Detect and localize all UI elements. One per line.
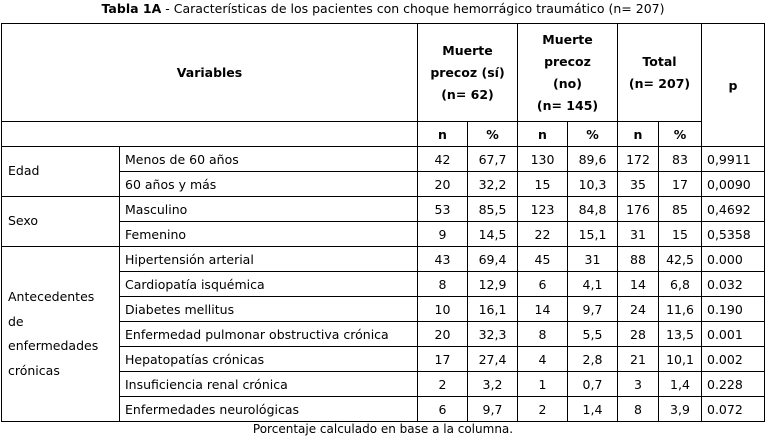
cell-n-total: 3 (618, 372, 659, 397)
cell-n-early-yes: 20 (418, 322, 468, 347)
cell-pct-early-yes: 32,3 (468, 322, 518, 347)
cell-pct-early-no: 15,1 (568, 222, 618, 247)
cell-pct-early-yes: 85,5 (468, 197, 518, 222)
cell-n-total: 35 (618, 172, 659, 197)
cell-n-early-no: 4 (518, 347, 568, 372)
table-row (2, 197, 765, 222)
row-label: Enfermedad pulmonar obstructiva crónica (120, 322, 418, 347)
header-group-early-death-yes: Muerte precoz (sí) (n= 62) (418, 24, 518, 122)
patients-table (1, 23, 765, 422)
header-p: p (702, 24, 765, 147)
cell-n-early-no: 130 (518, 147, 568, 172)
cell-pct-total: 17 (659, 172, 702, 197)
cell-n-early-yes: 8 (418, 272, 468, 297)
caption-label: Tabla 1A (101, 1, 162, 16)
cell-n-early-no: 6 (518, 272, 568, 297)
cell-pct-early-yes: 16,1 (468, 297, 518, 322)
cell-pct-early-no: 9,7 (568, 297, 618, 322)
cell-n-total: 31 (618, 222, 659, 247)
row-label: Masculino (120, 197, 418, 222)
cell-pct-total: 83 (659, 147, 702, 172)
header-blank (2, 122, 418, 147)
cell-n-early-yes: 2 (418, 372, 468, 397)
cell-pct-early-yes: 67,7 (468, 147, 518, 172)
table-row (2, 247, 765, 272)
cell-n-early-yes: 6 (418, 397, 468, 422)
cell-pct-total: 42,5 (659, 247, 702, 272)
cell-pct-early-yes: 69,4 (468, 247, 518, 272)
cell-pct-early-yes: 27,4 (468, 347, 518, 372)
cell-n-early-no: 45 (518, 247, 568, 272)
cell-n-total: 176 (618, 197, 659, 222)
cell-n-early-yes: 17 (418, 347, 468, 372)
cell-p-value: 0,4692 (702, 197, 765, 222)
cell-n-early-no: 15 (518, 172, 568, 197)
cell-pct-early-yes: 14,5 (468, 222, 518, 247)
cell-p-value: 0.001 (702, 322, 765, 347)
cell-n-total: 21 (618, 347, 659, 372)
header-n: n (418, 122, 468, 147)
cell-pct-total: 10,1 (659, 347, 702, 372)
header-n: n (618, 122, 659, 147)
cell-pct-total: 6,8 (659, 272, 702, 297)
header-pct: % (659, 122, 702, 147)
cell-p-value: 0,5358 (702, 222, 765, 247)
cell-pct-early-no: 89,6 (568, 147, 618, 172)
cell-pct-early-no: 2,8 (568, 347, 618, 372)
cell-pct-total: 3,9 (659, 397, 702, 422)
cell-p-value: 0.072 (702, 397, 765, 422)
group-label: Antecedentes de enfermedades crónicas (2, 247, 120, 422)
cell-n-early-yes: 10 (418, 297, 468, 322)
caption-text: - Características de los pacientes con choque hemorrágico traumático (n= 207) (161, 1, 665, 16)
cell-pct-early-no: 4,1 (568, 272, 618, 297)
row-label: Diabetes mellitus (120, 297, 418, 322)
cell-p-value: 0.228 (702, 372, 765, 397)
cell-pct-early-no: 1,4 (568, 397, 618, 422)
header-variables: Variables (2, 24, 418, 122)
row-label: Enfermedades neurológicas (120, 397, 418, 422)
header-group-early-death-no: Muerte precoz (no) (n= 145) (518, 24, 618, 122)
group-label: Sexo (2, 197, 120, 247)
cell-p-value: 0.000 (702, 247, 765, 272)
cell-n-total: 172 (618, 147, 659, 172)
cell-pct-early-no: 31 (568, 247, 618, 272)
cell-pct-early-no: 5,5 (568, 322, 618, 347)
cell-pct-early-no: 10,3 (568, 172, 618, 197)
row-label: Hipertensión arterial (120, 247, 418, 272)
header-n: n (518, 122, 568, 147)
group-label: Edad (2, 147, 120, 197)
cell-n-total: 14 (618, 272, 659, 297)
header-group-total: Total (n= 207) (618, 24, 702, 122)
cell-pct-early-no: 84,8 (568, 197, 618, 222)
row-label: Femenino (120, 222, 418, 247)
header-pct: % (468, 122, 518, 147)
cell-pct-total: 13,5 (659, 322, 702, 347)
cell-n-early-yes: 43 (418, 247, 468, 272)
cell-n-total: 24 (618, 297, 659, 322)
cell-n-total: 88 (618, 247, 659, 272)
cell-n-early-no: 14 (518, 297, 568, 322)
table-caption (0, 1, 766, 17)
cell-n-early-yes: 9 (418, 222, 468, 247)
cell-n-total: 8 (618, 397, 659, 422)
row-label: Hepatopatías crónicas (120, 347, 418, 372)
row-label: Insuficiencia renal crónica (120, 372, 418, 397)
header-pct: % (568, 122, 618, 147)
cell-n-early-no: 8 (518, 322, 568, 347)
cell-pct-total: 1,4 (659, 372, 702, 397)
cell-n-early-yes: 53 (418, 197, 468, 222)
row-label: 60 años y más (120, 172, 418, 197)
footnote: Porcentaje calculado en base a la columna. (252, 422, 514, 436)
cell-n-early-no: 123 (518, 197, 568, 222)
cell-p-value: 0,0090 (702, 172, 765, 197)
cell-p-value: 0.032 (702, 272, 765, 297)
cell-n-early-no: 2 (518, 397, 568, 422)
row-label: Cardiopatía isquémica (120, 272, 418, 297)
cell-n-total: 28 (618, 322, 659, 347)
table-body (2, 147, 765, 422)
cell-n-early-yes: 42 (418, 147, 468, 172)
cell-p-value: 0.002 (702, 347, 765, 372)
cell-pct-early-yes: 12,9 (468, 272, 518, 297)
cell-pct-early-no: 0,7 (568, 372, 618, 397)
cell-pct-total: 11,6 (659, 297, 702, 322)
cell-p-value: 0,9911 (702, 147, 765, 172)
cell-pct-total: 85 (659, 197, 702, 222)
cell-n-early-no: 22 (518, 222, 568, 247)
cell-pct-early-yes: 9,7 (468, 397, 518, 422)
cell-n-early-no: 1 (518, 372, 568, 397)
table-row (2, 147, 765, 172)
row-label: Menos de 60 años (120, 147, 418, 172)
cell-n-early-yes: 20 (418, 172, 468, 197)
cell-pct-early-yes: 3,2 (468, 372, 518, 397)
cell-p-value: 0.190 (702, 297, 765, 322)
cell-pct-early-yes: 32,2 (468, 172, 518, 197)
cell-pct-total: 15 (659, 222, 702, 247)
